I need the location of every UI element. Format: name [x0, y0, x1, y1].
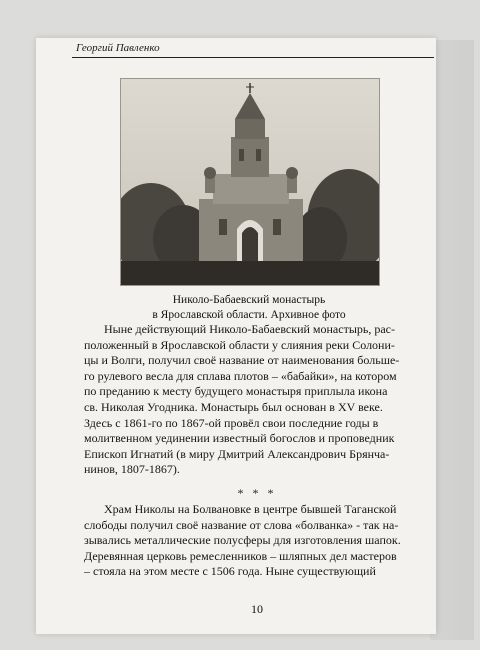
text-line: Деревянная церковь ремесленников – шляпных дел мастеров: [84, 548, 397, 563]
text-line: Храм Николы на Болвановке в центре бывшей Таганской: [104, 502, 397, 516]
text-line: Ныне действующий Николо-Бабаевский монастырь, рас-: [104, 322, 396, 336]
text-line: Епископ Игнатий (в миру Дмитрий Александрович Брянча-: [84, 446, 390, 461]
photo-caption: [96, 293, 402, 323]
paragraph-2: [84, 502, 430, 580]
header-rule: [72, 57, 434, 58]
paragraph-1: [84, 322, 430, 478]
archive-photo: [120, 78, 380, 286]
text-line: зывались металлические полусферы для изготовления шапок.: [84, 533, 401, 548]
text-line: положенный в Ярославской области у слияния реки Солони-: [84, 337, 395, 352]
text-line: св. Николая Угодника. Монастырь был основан в XV веке.: [84, 399, 383, 414]
text-line: молитвенном уединении известный богослов и проповедник: [84, 431, 395, 446]
text-line: слободы получил своё название от слова «болванка» - так на-: [84, 517, 399, 532]
page-number: 10: [251, 602, 263, 616]
adjacent-page-edge: [430, 40, 474, 640]
monastery-illustration: [121, 79, 379, 285]
text-line: по преданию к месту будущего монастыря приплыла икона: [84, 384, 388, 399]
running-head: Георгий Павленко: [76, 42, 160, 54]
caption-line-1: Николо-Бабаевский монастырь: [172, 294, 326, 306]
section-separator: * * *: [237, 486, 277, 500]
caption-line-2: в Ярославской области. Архивное фото: [152, 309, 346, 321]
text-line: – стояла на этом месте с 1506 года. Ныне существующий: [84, 564, 376, 579]
text-line: нинов, 1807-1867).: [84, 462, 180, 477]
text-line: цы и Волги, получил своё название от наименования больше-: [84, 353, 400, 368]
text-line: го рулевого весла для сплава плотов – «бабайки», на котором: [84, 368, 397, 383]
text-line: Здесь с 1861-го по 1867-ой провёл свои последние годы в: [84, 415, 379, 430]
